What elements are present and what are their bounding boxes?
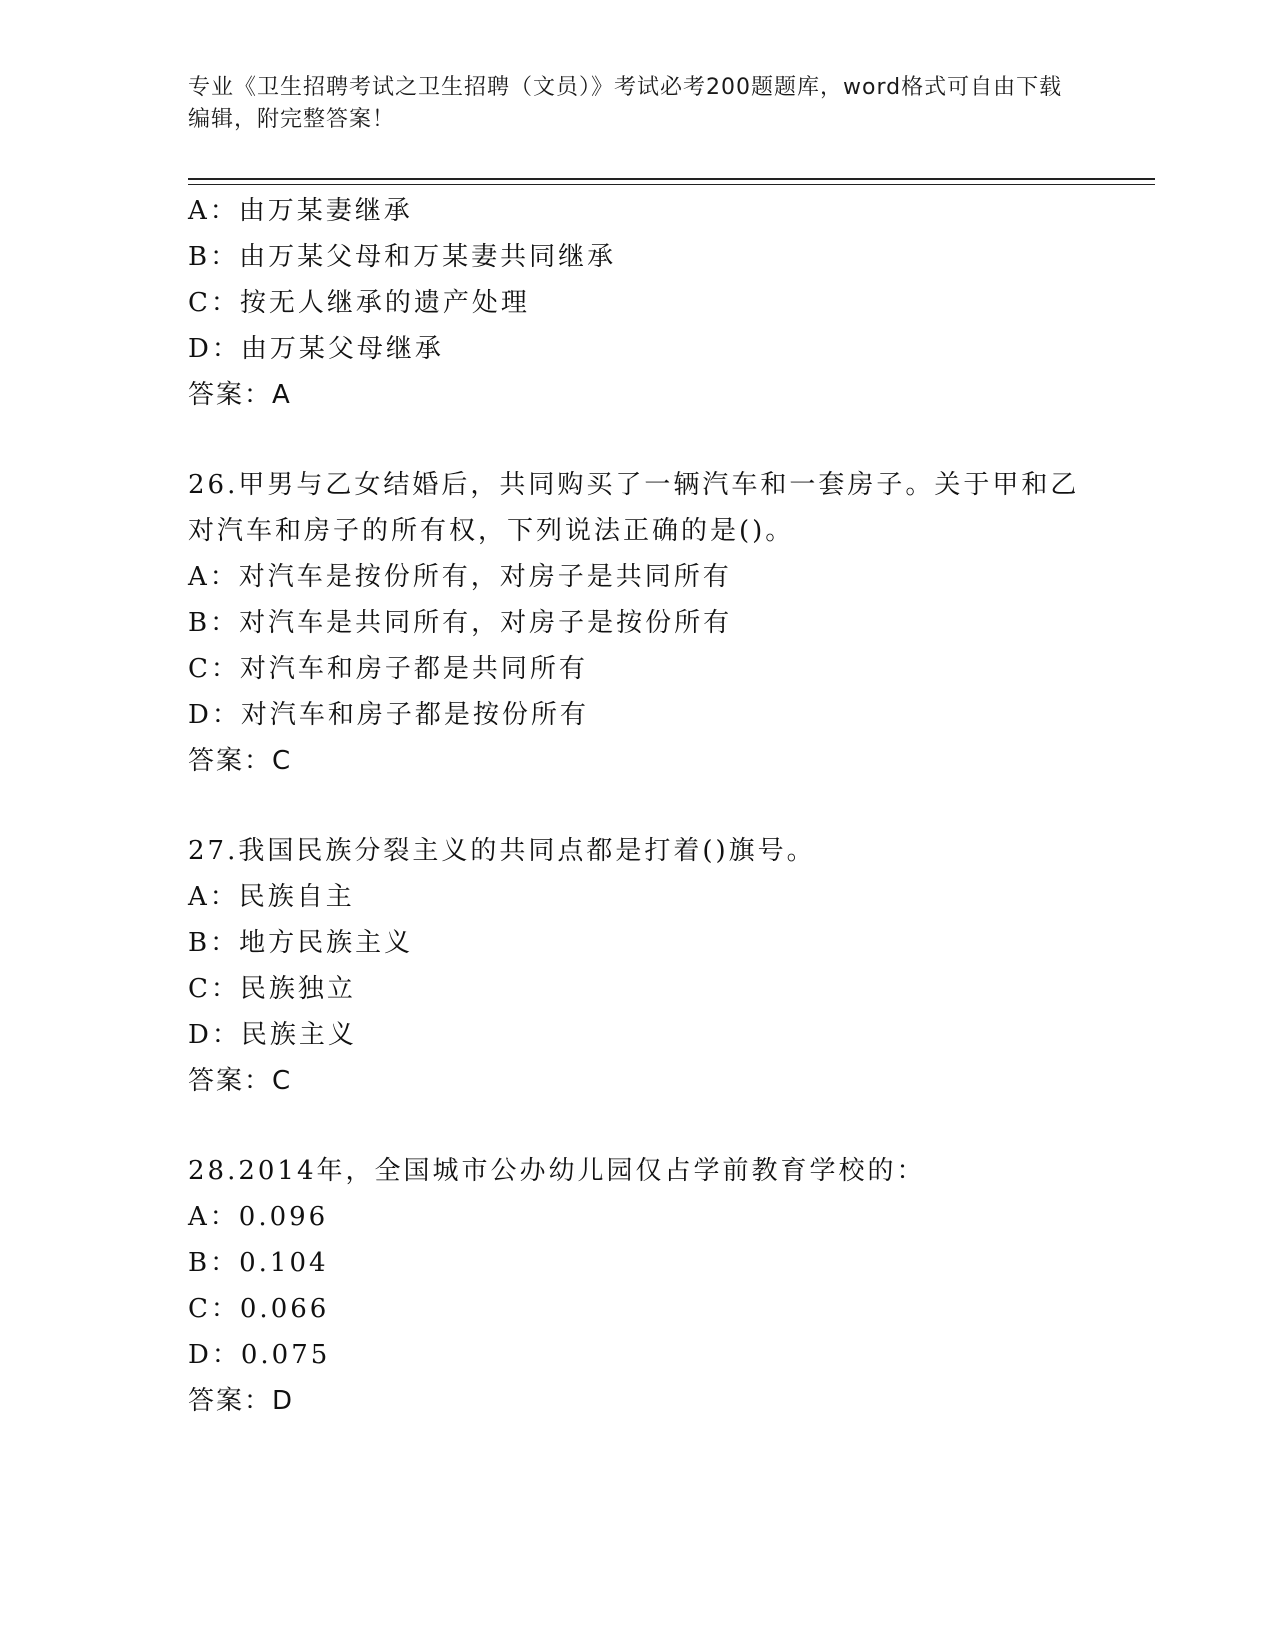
question-stem-continued: 对汽车和房子的所有权，下列说法正确的是()。	[188, 516, 795, 546]
option-d: D：对汽车和房子都是按份所有	[188, 700, 589, 730]
question-stem: 27.我国民族分裂主义的共同点都是打着()旗号。	[188, 836, 816, 866]
option-a: A：由万某妻继承	[188, 196, 413, 226]
question-stem: 26.甲男与乙女结婚后，共同购买了一辆汽车和一套房子。关于甲和乙	[188, 470, 1080, 500]
question-25	[188, 188, 1088, 418]
option-b: B：由万某父母和万某妻共同继承	[188, 242, 617, 272]
question-stem: 28.2014年，全国城市公办幼儿园仅占学前教育学校的：	[188, 1156, 926, 1186]
option-b: B：地方民族主义	[188, 928, 414, 958]
question-26	[188, 462, 1088, 784]
option-d: D：民族主义	[188, 1020, 357, 1050]
question-27	[188, 828, 1088, 1104]
header-divider	[188, 178, 1155, 180]
option-b: B：0.104	[188, 1248, 329, 1278]
answer-line: 答案：A	[188, 380, 292, 410]
question-28	[188, 1148, 1088, 1424]
option-d: D：0.075	[188, 1340, 331, 1370]
option-c: C：按无人继承的遗产处理	[188, 288, 530, 318]
option-a: A：对汽车是按份所有，对房子是共同所有	[188, 562, 732, 592]
option-c: C：对汽车和房子都是共同所有	[188, 654, 588, 684]
option-a: A：民族自主	[188, 882, 355, 912]
option-c: C：民族独立	[188, 974, 356, 1004]
answer-line: 答案：C	[188, 746, 293, 776]
document-header: 专业《卫生招聘考试之卫生招聘（文员）》考试必考200题题库，word格式可自由下载编辑，附完整答案！	[188, 75, 1063, 132]
option-d: D：由万某父母继承	[188, 334, 444, 364]
option-c: C：0.066	[188, 1294, 330, 1324]
option-b: B：对汽车是共同所有，对房子是按份所有	[188, 608, 733, 638]
option-a: A：0.096	[188, 1202, 329, 1232]
header-divider-thin	[188, 184, 1155, 185]
answer-line: 答案：D	[188, 1386, 295, 1416]
question-content	[188, 188, 1088, 1424]
answer-line: 答案：C	[188, 1066, 293, 1096]
